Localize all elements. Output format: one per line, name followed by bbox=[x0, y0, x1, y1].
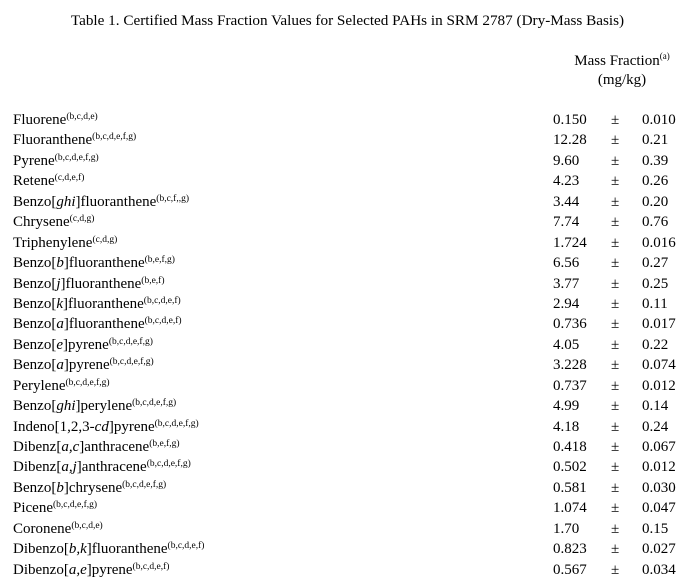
compound-name-part: ]pyrene bbox=[63, 357, 110, 374]
plus-minus-symbol: ± bbox=[611, 112, 620, 128]
table-row bbox=[0, 417, 695, 437]
compound-name-part: Picene bbox=[13, 500, 53, 517]
compound-name bbox=[13, 212, 94, 232]
table-row bbox=[0, 314, 695, 334]
compound-name bbox=[13, 417, 199, 437]
column-header-mass-fraction bbox=[556, 52, 688, 90]
table-row bbox=[0, 376, 695, 396]
mass-fraction-value: 0.150 bbox=[553, 112, 587, 128]
footnote-refs: (b,c,d,e) bbox=[71, 520, 103, 531]
compound-name-part: Benzo[ bbox=[13, 275, 57, 292]
uncertainty-value: 0.012 bbox=[642, 377, 676, 394]
plus-minus-symbol: ± bbox=[611, 418, 620, 435]
compound-name-part: Perylene bbox=[13, 377, 66, 394]
footnote-refs: (b,e,f,g) bbox=[144, 255, 175, 266]
mass-fraction-value: 4.23 bbox=[553, 173, 580, 190]
uncertainty-value: 0.016 bbox=[642, 234, 676, 251]
footnote-refs: (b,c,d,e,f,g) bbox=[108, 336, 153, 347]
mass-fraction-value: 3.228 bbox=[553, 357, 587, 374]
table-row bbox=[0, 498, 695, 518]
mass-fraction-value: 4.99 bbox=[553, 398, 580, 415]
uncertainty-value: 0.39 bbox=[642, 152, 669, 169]
compound-name-part: Fluoranthene bbox=[13, 132, 93, 149]
mass-fraction-value: 3.44 bbox=[553, 193, 580, 210]
plus-minus-symbol: ± bbox=[611, 295, 620, 312]
table-row bbox=[0, 192, 695, 212]
footnote-refs: (b,c,d,e,f,g) bbox=[54, 152, 99, 163]
mass-fraction-value: 2.94 bbox=[553, 295, 580, 312]
uncertainty-value: 0.047 bbox=[642, 500, 676, 517]
mass-fraction-value: 1.074 bbox=[553, 500, 587, 517]
compound-name-part: Benzo[ bbox=[13, 193, 57, 210]
compound-name-part: Retene bbox=[13, 173, 55, 190]
compound-name-part: Dibenzo[ bbox=[13, 541, 69, 558]
table-row bbox=[0, 478, 695, 498]
plus-minus-symbol: ± bbox=[611, 336, 620, 353]
table-row bbox=[0, 457, 695, 477]
uncertainty-value: 0.26 bbox=[642, 173, 669, 190]
compound-name-part: Benzo[ bbox=[13, 255, 57, 272]
plus-minus-symbol: ± bbox=[611, 152, 620, 169]
table-row bbox=[0, 396, 695, 416]
compound-name bbox=[13, 498, 97, 518]
mass-fraction-value: 1.724 bbox=[553, 234, 587, 251]
table-row bbox=[0, 560, 695, 580]
compound-name-part: Pyrene bbox=[13, 152, 55, 169]
column-header-line1 bbox=[556, 52, 688, 71]
plus-minus-symbol: ± bbox=[611, 234, 620, 251]
footnote-refs: (b,e,f) bbox=[141, 275, 165, 286]
compound-name-part: Benzo[ bbox=[13, 398, 57, 415]
uncertainty-value: 0.20 bbox=[642, 193, 669, 210]
compound-name-part: ]fluoranthene bbox=[60, 275, 142, 292]
compound-name-italic-part: ghi bbox=[56, 193, 76, 210]
table-row bbox=[0, 212, 695, 232]
uncertainty-value: 0.074 bbox=[642, 357, 676, 374]
compound-name-italic-part: a,c bbox=[61, 439, 80, 455]
compound-name-part: ]pyrene bbox=[63, 336, 109, 353]
plus-minus-symbol: ± bbox=[611, 214, 620, 231]
table-row bbox=[0, 519, 695, 539]
uncertainty-value: 0.15 bbox=[642, 520, 669, 537]
compound-name bbox=[13, 274, 165, 294]
compound-name bbox=[13, 560, 169, 580]
compound-name-italic-part: a,j bbox=[61, 459, 77, 476]
compound-name-part: Coronene bbox=[13, 520, 72, 537]
compound-name-part: Dibenz[ bbox=[13, 459, 62, 476]
table-row bbox=[0, 110, 695, 130]
footnote-refs: (b,c,d,e,f,g) bbox=[92, 132, 137, 143]
compound-name-italic-part: a bbox=[56, 316, 64, 333]
footnote-refs: (b,c,d,e,f,g) bbox=[52, 500, 98, 511]
column-header-unit: (mg/kg) bbox=[597, 72, 647, 88]
column-header-label: Mass Fraction bbox=[574, 53, 660, 69]
table-row bbox=[0, 130, 695, 150]
compound-name-italic-part: b,k bbox=[68, 541, 87, 558]
plus-minus-symbol: ± bbox=[611, 357, 620, 374]
uncertainty-value: 0.27 bbox=[642, 255, 669, 272]
compound-name bbox=[13, 151, 99, 171]
compound-name-italic-part: cd bbox=[94, 418, 109, 435]
uncertainty-value: 0.11 bbox=[642, 295, 668, 312]
compound-name-italic-part: a,e bbox=[68, 561, 87, 578]
mass-fraction-value: 4.18 bbox=[553, 418, 580, 435]
footnote-refs: (b,c,d,e,f,g) bbox=[146, 459, 191, 470]
compound-name-part: ]pyrene bbox=[108, 418, 155, 435]
compound-name-italic-part: a bbox=[56, 357, 64, 374]
plus-minus-symbol: ± bbox=[611, 439, 620, 455]
compound-name-italic-part: e bbox=[56, 336, 63, 353]
plus-minus-symbol: ± bbox=[611, 500, 620, 517]
mass-fraction-value: 7.74 bbox=[553, 214, 580, 231]
mass-fraction-value: 9.60 bbox=[553, 152, 580, 169]
footnote-refs: (b,c,d,e,f) bbox=[167, 541, 205, 552]
uncertainty-value: 0.21 bbox=[642, 132, 669, 149]
compound-name-italic-part: k bbox=[56, 295, 63, 312]
mass-fraction-value: 6.56 bbox=[553, 255, 580, 272]
table-body bbox=[0, 110, 695, 580]
compound-name-italic-part: j bbox=[56, 275, 61, 292]
mass-fraction-value: 0.737 bbox=[553, 377, 587, 394]
compound-name bbox=[13, 130, 136, 150]
compound-name bbox=[13, 314, 182, 334]
uncertainty-value: 0.030 bbox=[642, 479, 676, 496]
uncertainty-value: 0.012 bbox=[642, 459, 676, 476]
plus-minus-symbol: ± bbox=[611, 132, 620, 149]
compound-name-italic-part: ghi bbox=[56, 398, 76, 415]
plus-minus-symbol: ± bbox=[611, 255, 620, 272]
footnote-refs: (b,c,d,e,f,g) bbox=[154, 418, 199, 429]
footnote-refs: (b,c,f,,g) bbox=[156, 193, 190, 204]
table-row bbox=[0, 274, 695, 294]
compound-name bbox=[13, 110, 98, 130]
table-row bbox=[0, 151, 695, 171]
uncertainty-value: 0.24 bbox=[642, 418, 669, 435]
compound-name bbox=[13, 376, 110, 396]
footnote-refs: (b,c,d,e) bbox=[66, 112, 98, 122]
compound-name bbox=[13, 355, 154, 375]
mass-fraction-value: 3.77 bbox=[553, 275, 580, 292]
compound-name bbox=[13, 335, 153, 355]
plus-minus-symbol: ± bbox=[611, 479, 620, 496]
compound-name-part: ]anthracene bbox=[79, 439, 150, 455]
plus-minus-symbol: ± bbox=[611, 316, 620, 333]
footnote-refs: (b,c,d,e,f,g) bbox=[109, 357, 154, 368]
compound-name bbox=[13, 478, 166, 498]
table-row bbox=[0, 171, 695, 191]
plus-minus-symbol: ± bbox=[611, 193, 620, 210]
uncertainty-value: 0.010 bbox=[642, 112, 676, 128]
table-row bbox=[0, 437, 695, 457]
footnote-refs: (c,d,g) bbox=[92, 234, 118, 245]
plus-minus-symbol: ± bbox=[611, 520, 620, 537]
uncertainty-value: 0.027 bbox=[642, 541, 676, 558]
footnote-refs: (c,d,e,f) bbox=[54, 173, 85, 184]
compound-name-part: ]chrysene bbox=[63, 479, 123, 496]
compound-name bbox=[13, 192, 189, 212]
compound-name-part: Indeno[1,2,3- bbox=[13, 418, 95, 435]
compound-name-part: Fluorene bbox=[13, 112, 67, 128]
compound-name-part: Benzo[ bbox=[13, 357, 57, 374]
footnote-refs: (b,c,d,e,f) bbox=[144, 316, 182, 327]
plus-minus-symbol: ± bbox=[611, 541, 620, 558]
plus-minus-symbol: ± bbox=[611, 561, 620, 578]
uncertainty-value: 0.76 bbox=[642, 214, 669, 231]
footnote-refs: (b,c,d,e,f,g) bbox=[132, 398, 177, 409]
uncertainty-value: 0.034 bbox=[642, 561, 676, 578]
compound-name-part: ]fluoranthene bbox=[86, 541, 168, 558]
compound-name-part: ]fluoranthene bbox=[63, 255, 145, 272]
compound-name bbox=[13, 171, 84, 191]
mass-fraction-value: 12.28 bbox=[553, 132, 587, 149]
compound-name-part: Triphenylene bbox=[13, 234, 93, 251]
compound-name bbox=[13, 519, 103, 539]
footnote-refs: (b,c,d,e,f) bbox=[132, 561, 170, 572]
compound-name-italic-part: b bbox=[56, 255, 64, 272]
mass-fraction-value: 0.736 bbox=[553, 316, 587, 333]
compound-name-part: ]pyrene bbox=[86, 561, 133, 578]
compound-name-part: Benzo[ bbox=[13, 479, 57, 496]
mass-fraction-value: 0.581 bbox=[553, 479, 587, 496]
mass-fraction-value: 0.502 bbox=[553, 459, 587, 476]
compound-name-part: Dibenz[ bbox=[13, 439, 62, 455]
uncertainty-value: 0.14 bbox=[642, 398, 669, 415]
table-row bbox=[0, 539, 695, 559]
compound-name-part: Chrysene bbox=[13, 214, 70, 231]
plus-minus-symbol: ± bbox=[611, 398, 620, 415]
mass-fraction-value: 0.418 bbox=[553, 439, 587, 455]
compound-name-part: ]fluoranthene bbox=[75, 193, 157, 210]
compound-name bbox=[13, 233, 117, 253]
uncertainty-value: 0.25 bbox=[642, 275, 669, 292]
compound-name-part: Benzo[ bbox=[13, 316, 57, 333]
uncertainty-value: 0.017 bbox=[642, 316, 676, 333]
compound-name-part: ]anthracene bbox=[76, 459, 147, 476]
compound-name-italic-part: b bbox=[56, 479, 64, 496]
table-row bbox=[0, 253, 695, 273]
compound-name-part: ]fluoranthene bbox=[63, 295, 144, 312]
compound-name bbox=[13, 457, 191, 477]
table-title: Table 1. Certified Mass Fraction Values for Selected PAHs in SRM 2787 (Dry-Mass Basis) bbox=[70, 12, 625, 29]
footnote-refs: (b,c,d,e,f,g) bbox=[122, 479, 167, 490]
compound-name-part: Benzo[ bbox=[13, 295, 57, 312]
footnote-refs: (b,c,d,e,f,g) bbox=[65, 377, 110, 388]
table-row bbox=[0, 335, 695, 355]
footnote-refs: (c,d,g) bbox=[69, 214, 95, 225]
compound-name-part: Benzo[ bbox=[13, 336, 57, 353]
compound-name-part: Dibenzo[ bbox=[13, 561, 69, 578]
table-row bbox=[0, 294, 695, 314]
compound-name bbox=[13, 253, 175, 273]
compound-name bbox=[13, 294, 181, 314]
plus-minus-symbol: ± bbox=[611, 173, 620, 190]
plus-minus-symbol: ± bbox=[611, 459, 620, 476]
compound-name bbox=[13, 539, 204, 559]
compound-name bbox=[13, 437, 180, 457]
column-header-footnote: (a) bbox=[659, 51, 670, 61]
uncertainty-value: 0.067 bbox=[642, 439, 676, 455]
uncertainty-value: 0.22 bbox=[642, 336, 669, 353]
plus-minus-symbol: ± bbox=[611, 377, 620, 394]
mass-fraction-value: 0.823 bbox=[553, 541, 587, 558]
mass-fraction-value: 4.05 bbox=[553, 336, 580, 353]
compound-name-part: ]fluoranthene bbox=[63, 316, 145, 333]
mass-fraction-value: 0.567 bbox=[553, 561, 587, 578]
compound-name bbox=[13, 396, 176, 416]
compound-name-part: ]perylene bbox=[75, 398, 133, 415]
footnote-refs: (b,c,d,e,f) bbox=[143, 295, 181, 306]
footnote-refs: (b,e,f,g) bbox=[149, 439, 180, 449]
mass-fraction-value: 1.70 bbox=[553, 520, 580, 537]
table-row bbox=[0, 233, 695, 253]
table-row bbox=[0, 355, 695, 375]
plus-minus-symbol: ± bbox=[611, 275, 620, 292]
